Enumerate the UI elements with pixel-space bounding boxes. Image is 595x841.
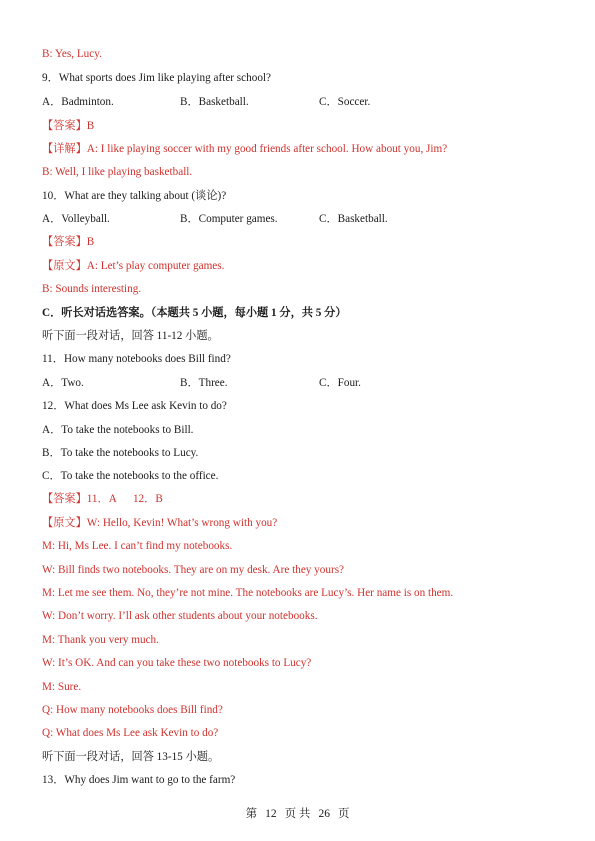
option-b: B．Basketball. [180,96,249,108]
original-tag: 【原文】 [42,517,87,529]
section-c-heading: C．听长对话选答案。（本题共 5 小题，每小题 1 分，共 5 分） [42,307,347,319]
original-tag: 【原文】 [42,260,87,272]
question-11: 11．How many notebooks does Bill find? [42,353,231,365]
answer-10: 【答案】B [42,236,95,248]
explanation-tag: 【详解】 [42,143,87,155]
option-a: A．Badminton. [42,96,114,108]
footer-suffix: 页 [337,808,350,820]
listen-instruction: 听下面一段对话，回答 11-12 小题。 [42,330,219,342]
footer-mid: 页 共 [284,808,311,820]
page-footer [0,805,595,821]
listen-instruction: 听下面一段对话，回答 13-15 小题。 [42,751,220,763]
original-10-b: B: Sounds interesting. [42,283,142,295]
dialogue-line: M: Thank you very much. [42,634,159,646]
original-10 [42,259,224,273]
option-c: C．Four. [319,377,361,389]
explanation-9-b: B: Well, I like playing basketball. [42,166,193,178]
option-c: C．Basketball. [319,213,388,225]
dialogue-line: Q: How many notebooks does Bill find? [42,704,223,716]
question-10: 10．What are they talking about (谈论)? [42,190,227,202]
option-a: A．Two. [42,377,84,389]
question-13: 13．Why does Jim want to go to the farm? [42,774,236,786]
option-b: B．To take the notebooks to Lucy. [42,447,199,459]
dialogue-line: M: Hi, Ms Lee. I can’t find my notebooks. [42,540,233,552]
explanation-9 [42,142,447,156]
option-b: B．Computer games. [180,213,278,225]
explanation-text: A: I like playing soccer with my good friends after school. How about you, Jim? [86,143,448,155]
option-a: A．Volleyball. [42,213,110,225]
dialogue-line: B: Yes, Lucy. [42,48,102,60]
question-12: 12．What does Ms Lee ask Kevin to do? [42,400,227,412]
original-dialogue-start [42,516,277,530]
footer-prefix: 第 [245,808,258,820]
dialogue-line: Q: What does Ms Lee ask Kevin to do? [42,727,219,739]
answer-11-12: 【答案】11．A 12．B [42,493,163,505]
option-c: C．Soccer. [319,96,371,108]
question-9: 9．What sports does Jim like playing after school? [42,72,271,84]
dialogue-line: M: Sure. [42,681,82,693]
answer-9: 【答案】B [42,120,95,132]
dialogue-line: W: It’s OK. And can you take these two notebooks to Lucy? [42,657,312,669]
page-total: 26 [318,808,330,820]
option-b: B．Three. [180,377,228,389]
dialogue-line: W: Hello, Kevin! What’s wrong with you? [86,517,278,529]
option-a: A．To take the notebooks to Bill. [42,424,194,436]
original-text: A: Let’s play computer games. [86,260,225,272]
page-number: 12 [265,808,277,820]
dialogue-line: W: Bill finds two notebooks. They are on my desk. Are they yours? [42,564,345,576]
option-c: C．To take the notebooks to the office. [42,470,219,482]
dialogue-line: M: Let me see them. No, they’re not mine. The notebooks are Lucy’s. Her name is on them. [42,587,454,599]
dialogue-line: W: Don’t worry. I’ll ask other students about your notebooks. [42,610,318,622]
